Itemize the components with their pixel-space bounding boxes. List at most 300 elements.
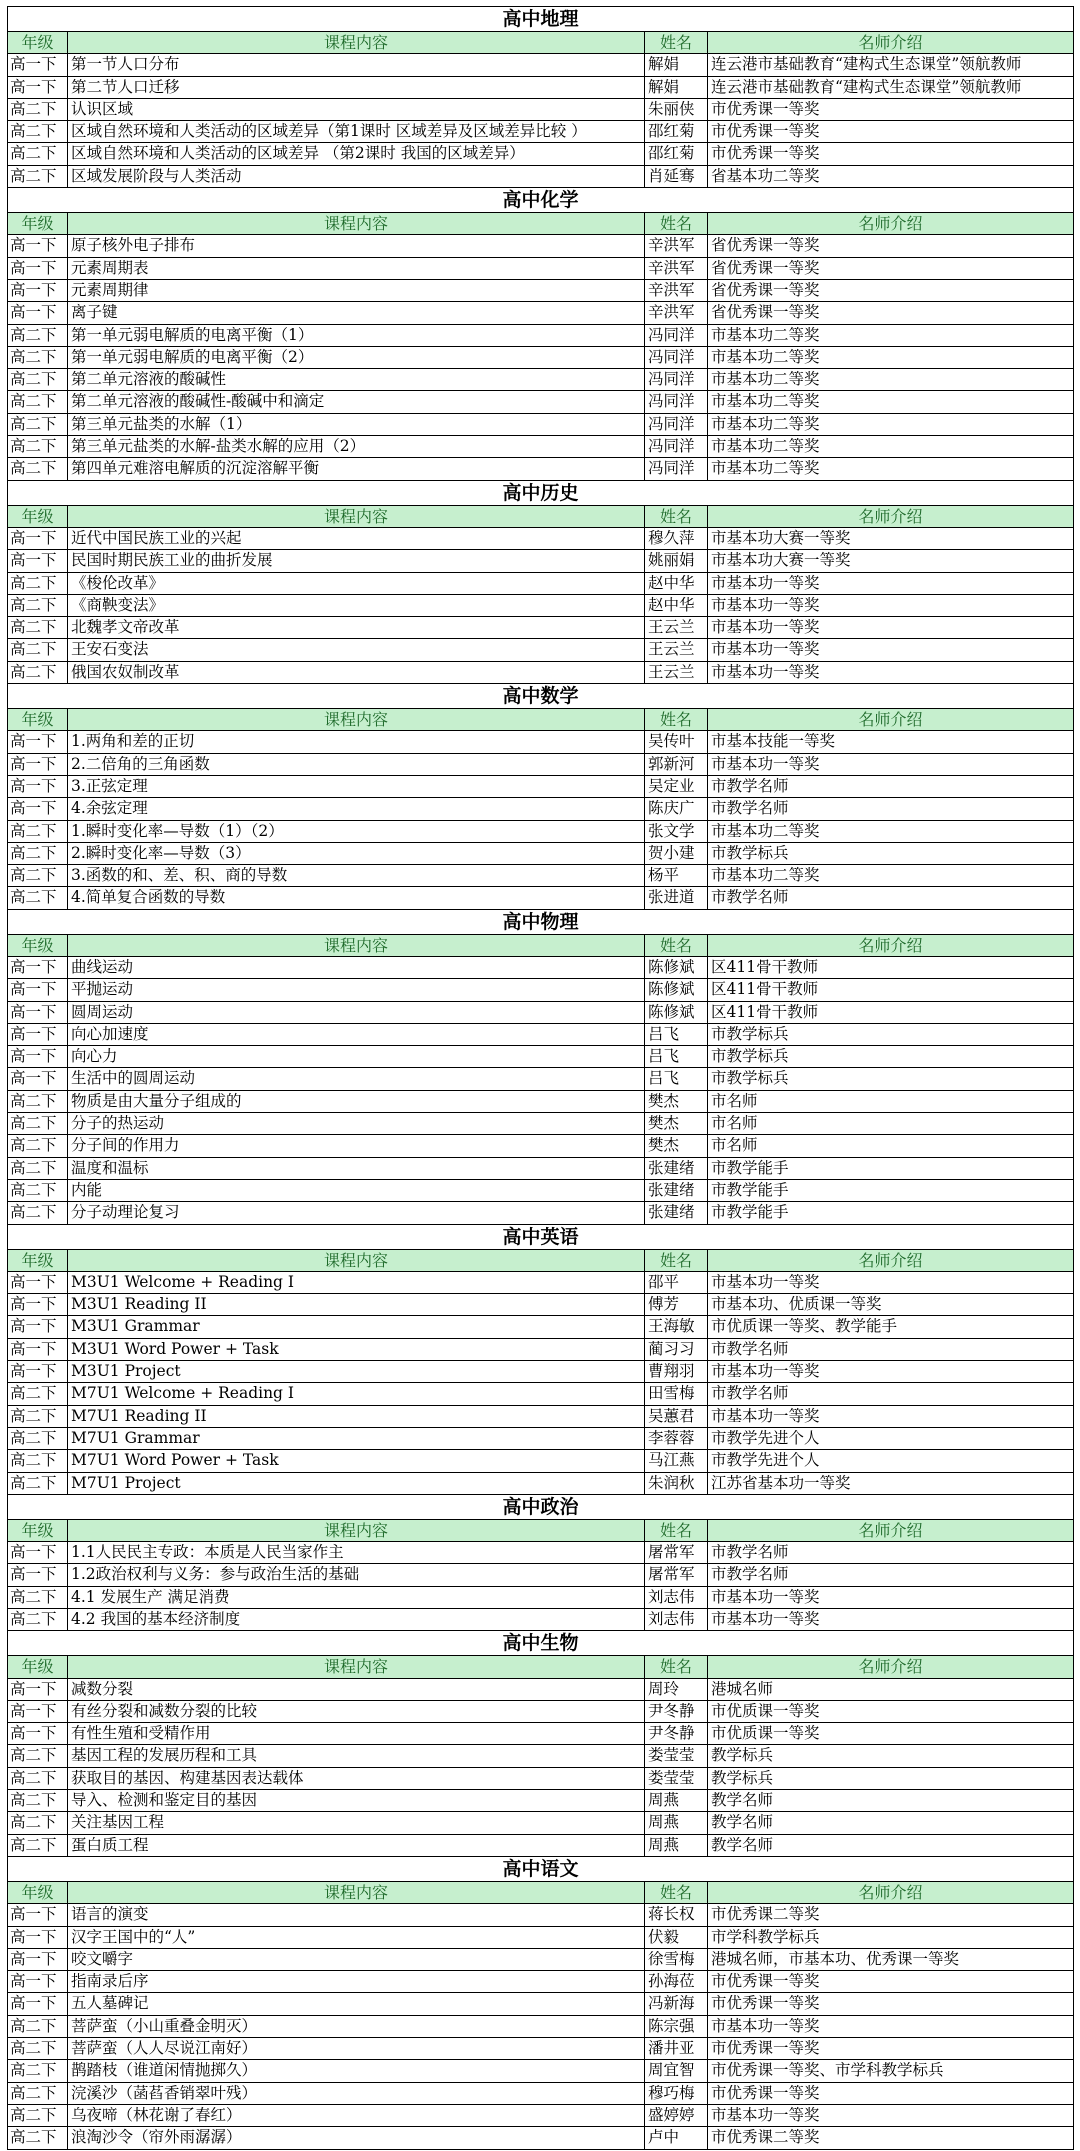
- table-row: [8, 1812, 1074, 1834]
- teacher-name-cell: 冯同洋: [645, 414, 708, 436]
- teacher-intro-cell: 市名师: [708, 1091, 1074, 1113]
- teacher-name-cell: 辛洪军: [645, 280, 708, 302]
- course-cell: 基因工程的发展历程和工具: [68, 1745, 645, 1767]
- teacher-intro-cell: 连云港市基础教育“建构式生态课堂”领航教师: [708, 77, 1074, 99]
- course-cell: 近代中国民族工业的兴起: [68, 528, 645, 550]
- table-row: [8, 99, 1074, 121]
- grade-cell: 高二下: [8, 1158, 68, 1180]
- course-cell: 北魏孝文帝改革: [68, 617, 645, 639]
- teacher-name-cell: 曹翔羽: [645, 1361, 708, 1383]
- course-cell: 向心力: [68, 1046, 645, 1068]
- grade-cell: 高二下: [8, 391, 68, 413]
- teacher-name-cell: 娄莹莹: [645, 1768, 708, 1790]
- table-row: [8, 1406, 1074, 1428]
- teacher-name-cell: 陈宗强: [645, 2016, 708, 2038]
- header-grade: 年级: [8, 213, 68, 235]
- grade-cell: 高一下: [8, 776, 68, 798]
- table-row: [8, 1428, 1074, 1450]
- course-cell: 咬文嚼字: [68, 1949, 645, 1971]
- teacher-intro-cell: 市基本功大赛一等奖: [708, 528, 1074, 550]
- teacher-intro-cell: 市基本功一等奖: [708, 1272, 1074, 1294]
- teacher-name-cell: 吴蕙君: [645, 1406, 708, 1428]
- grade-cell: 高二下: [8, 2083, 68, 2105]
- teacher-intro-cell: 教学名师: [708, 1790, 1074, 1812]
- course-cell: M3U1 Grammar: [68, 1316, 645, 1338]
- teacher-name-cell: 陈修斌: [645, 979, 708, 1001]
- teacher-name-cell: 吕飞: [645, 1046, 708, 1068]
- course-cell: 分子的热运动: [68, 1113, 645, 1135]
- grade-cell: 高一下: [8, 754, 68, 776]
- teacher-intro-cell: 市教学名师: [708, 1339, 1074, 1361]
- table-row: [8, 639, 1074, 661]
- grade-cell: 高二下: [8, 436, 68, 458]
- header-name: 姓名: [645, 1250, 708, 1272]
- teacher-name-cell: 冯同洋: [645, 325, 708, 347]
- course-cell: 减数分裂: [68, 1679, 645, 1701]
- table-row: [8, 1790, 1074, 1812]
- header-row: [8, 1882, 1074, 1904]
- table-row: [8, 2060, 1074, 2082]
- teacher-intro-cell: 市优秀课一等奖: [708, 121, 1074, 143]
- header-intro: 名师介绍: [708, 935, 1074, 957]
- grade-cell: 高二下: [8, 639, 68, 661]
- course-cell: 物质是由大量分子组成的: [68, 1091, 645, 1113]
- course-cell: 1.两角和差的正切: [68, 731, 645, 753]
- section-title: 高中化学: [8, 188, 1074, 213]
- teacher-name-cell: 张进道: [645, 887, 708, 909]
- course-cell: 区域自然环境和人类活动的区域差异 （第2课时 我国的区域差异）: [68, 143, 645, 165]
- teacher-name-cell: 王云兰: [645, 662, 708, 684]
- course-cell: M3U1 Reading II: [68, 1294, 645, 1316]
- table-row: [8, 957, 1074, 979]
- course-cell: 获取目的基因、构建基因表达载体: [68, 1768, 645, 1790]
- table-row: [8, 1609, 1074, 1631]
- teacher-intro-cell: 市基本功二等奖: [708, 821, 1074, 843]
- teacher-name-cell: 吴定业: [645, 776, 708, 798]
- table-row: [8, 1158, 1074, 1180]
- teacher-name-cell: 周燕: [645, 1790, 708, 1812]
- teacher-name-cell: 周燕: [645, 1835, 708, 1857]
- course-cell: 浪淘沙令（帘外雨潺潺）: [68, 2127, 645, 2149]
- teacher-intro-cell: 教学名师: [708, 1835, 1074, 1857]
- grade-cell: 高二下: [8, 2038, 68, 2060]
- grade-cell: 高二下: [8, 1835, 68, 1857]
- teacher-name-cell: 徐雪梅: [645, 1949, 708, 1971]
- table-row: [8, 143, 1074, 165]
- table-row: [8, 662, 1074, 684]
- teacher-name-cell: 刘志伟: [645, 1609, 708, 1631]
- table-row: [8, 595, 1074, 617]
- grade-cell: 高一下: [8, 528, 68, 550]
- teacher-intro-cell: 市基本功一等奖: [708, 573, 1074, 595]
- course-cell: 分子间的作用力: [68, 1135, 645, 1157]
- grade-cell: 高一下: [8, 1046, 68, 1068]
- course-cell: 第一单元弱电解质的电离平衡（1）: [68, 325, 645, 347]
- header-course: 课程内容: [68, 32, 645, 54]
- subject-section: [8, 1225, 1074, 1495]
- teacher-name-cell: 贺小建: [645, 843, 708, 865]
- teacher-intro-cell: 教学标兵: [708, 1745, 1074, 1767]
- grade-cell: 高一下: [8, 54, 68, 76]
- header-grade: 年级: [8, 32, 68, 54]
- grade-cell: 高二下: [8, 843, 68, 865]
- teacher-name-cell: 朱丽侠: [645, 99, 708, 121]
- grade-cell: 高二下: [8, 617, 68, 639]
- grade-cell: 高一下: [8, 1272, 68, 1294]
- table-row: [8, 391, 1074, 413]
- header-intro: 名师介绍: [708, 32, 1074, 54]
- grade-cell: 高二下: [8, 166, 68, 188]
- grade-cell: 高一下: [8, 1339, 68, 1361]
- course-cell: 区域自然环境和人类活动的区域差异（第1课时 区域差异及区域差异比较 ）: [68, 121, 645, 143]
- grade-cell: 高二下: [8, 1450, 68, 1472]
- grade-cell: 高二下: [8, 662, 68, 684]
- grade-cell: 高二下: [8, 369, 68, 391]
- course-cell: 有丝分裂和减数分裂的比较: [68, 1701, 645, 1723]
- table-row: [8, 1113, 1074, 1135]
- grade-cell: 高一下: [8, 550, 68, 572]
- teacher-name-cell: 樊杰: [645, 1113, 708, 1135]
- teacher-name-cell: 王云兰: [645, 617, 708, 639]
- table-row: [8, 821, 1074, 843]
- table-row: [8, 979, 1074, 1001]
- course-cell: 平抛运动: [68, 979, 645, 1001]
- course-cell: M7U1 Reading II: [68, 1406, 645, 1428]
- grade-cell: 高二下: [8, 1091, 68, 1113]
- course-cell: 王安石变法: [68, 639, 645, 661]
- course-cell: 关注基因工程: [68, 1812, 645, 1834]
- section-title: 高中语文: [8, 1857, 1074, 1882]
- grade-cell: 高二下: [8, 2016, 68, 2038]
- teacher-name-cell: 张建绪: [645, 1180, 708, 1202]
- table-row: [8, 887, 1074, 909]
- course-cell: 第一节人口分布: [68, 54, 645, 76]
- teacher-intro-cell: 市教学标兵: [708, 1046, 1074, 1068]
- teacher-name-cell: 解娟: [645, 77, 708, 99]
- teacher-intro-cell: 市优秀课一等奖: [708, 2083, 1074, 2105]
- table-row: [8, 166, 1074, 188]
- teacher-intro-cell: 江苏省基本功一等奖: [708, 1473, 1074, 1495]
- grade-cell: 高二下: [8, 99, 68, 121]
- header-row: [8, 1656, 1074, 1678]
- table-row: [8, 798, 1074, 820]
- teacher-name-cell: 樊杰: [645, 1135, 708, 1157]
- course-cell: M7U1 Project: [68, 1473, 645, 1495]
- header-grade: 年级: [8, 1250, 68, 1272]
- teacher-intro-cell: 市教学标兵: [708, 1068, 1074, 1090]
- table-row: [8, 325, 1074, 347]
- header-grade: 年级: [8, 1882, 68, 1904]
- teacher-name-cell: 穆巧梅: [645, 2083, 708, 2105]
- teacher-intro-cell: 市基本功二等奖: [708, 325, 1074, 347]
- teacher-intro-cell: 市基本功二等奖: [708, 458, 1074, 480]
- subject-section: [8, 684, 1074, 910]
- teacher-intro-cell: 市优秀课一等奖: [708, 99, 1074, 121]
- teacher-intro-cell: 市优质课一等奖、教学能手: [708, 1316, 1074, 1338]
- teacher-intro-cell: 市优秀课二等奖: [708, 1904, 1074, 1926]
- course-cell: 分子动理论复习: [68, 1202, 645, 1224]
- subject-section: [8, 910, 1074, 1225]
- course-cell: 3.正弦定理: [68, 776, 645, 798]
- teacher-name-cell: 屠常军: [645, 1564, 708, 1586]
- course-cell: 2.二倍角的三角函数: [68, 754, 645, 776]
- teacher-name-cell: 陈庆广: [645, 798, 708, 820]
- teacher-intro-cell: 连云港市基础教育“建构式生态课堂”领航教师: [708, 54, 1074, 76]
- table-row: [8, 436, 1074, 458]
- teacher-intro-cell: 市优秀课一等奖: [708, 1993, 1074, 2015]
- course-cell: 蛋白质工程: [68, 1835, 645, 1857]
- course-cell: M3U1 Project: [68, 1361, 645, 1383]
- grade-cell: 高二下: [8, 2060, 68, 2082]
- subject-section: [8, 1857, 1074, 2150]
- teacher-name-cell: 邵红菊: [645, 143, 708, 165]
- teacher-name-cell: 郭新河: [645, 754, 708, 776]
- teacher-intro-cell: 市优秀课一等奖: [708, 143, 1074, 165]
- teacher-intro-cell: 市教学能手: [708, 1158, 1074, 1180]
- header-course: 课程内容: [68, 935, 645, 957]
- subject-section: [8, 1495, 1074, 1631]
- teacher-intro-cell: 市基本功一等奖: [708, 639, 1074, 661]
- grade-cell: 高一下: [8, 1361, 68, 1383]
- teacher-intro-cell: 市基本功一等奖: [708, 2016, 1074, 2038]
- table-row: [8, 1091, 1074, 1113]
- grade-cell: 高二下: [8, 865, 68, 887]
- course-cell: 1.2政治权利与义务：参与政治生活的基础: [68, 1564, 645, 1586]
- teacher-intro-cell: 市基本功二等奖: [708, 391, 1074, 413]
- course-cell: 第四单元难溶电解质的沉淀溶解平衡: [68, 458, 645, 480]
- table-row: [8, 1679, 1074, 1701]
- header-name: 姓名: [645, 1520, 708, 1542]
- grade-cell: 高二下: [8, 414, 68, 436]
- table-row: [8, 1835, 1074, 1857]
- teacher-name-cell: 周燕: [645, 1812, 708, 1834]
- teacher-intro-cell: 市基本功一等奖: [708, 617, 1074, 639]
- course-cell: 3.函数的和、差、积、商的导数: [68, 865, 645, 887]
- teacher-intro-cell: 教学标兵: [708, 1768, 1074, 1790]
- grade-cell: 高一下: [8, 731, 68, 753]
- table-row: [8, 528, 1074, 550]
- grade-cell: 高一下: [8, 957, 68, 979]
- grade-cell: 高二下: [8, 121, 68, 143]
- header-course: 课程内容: [68, 506, 645, 528]
- teacher-name-cell: 吕飞: [645, 1024, 708, 1046]
- teacher-name-cell: 王云兰: [645, 639, 708, 661]
- teacher-name-cell: 樊杰: [645, 1091, 708, 1113]
- teacher-intro-cell: 市优质课一等奖: [708, 1701, 1074, 1723]
- table-row: [8, 2016, 1074, 2038]
- course-cell: 内能: [68, 1180, 645, 1202]
- table-row: [8, 1971, 1074, 1993]
- header-course: 课程内容: [68, 1520, 645, 1542]
- teacher-name-cell: 孙海莅: [645, 1971, 708, 1993]
- course-cell: M3U1 Welcome + Reading I: [68, 1272, 645, 1294]
- grade-cell: 高一下: [8, 1024, 68, 1046]
- grade-cell: 高二下: [8, 1406, 68, 1428]
- grade-cell: 高一下: [8, 798, 68, 820]
- teacher-name-cell: 邵红菊: [645, 121, 708, 143]
- course-cell: 离子键: [68, 302, 645, 324]
- teacher-intro-cell: 市基本功一等奖: [708, 1406, 1074, 1428]
- subject-section: [8, 481, 1074, 684]
- header-intro: 名师介绍: [708, 709, 1074, 731]
- course-cell: 导入、检测和鉴定目的基因: [68, 1790, 645, 1812]
- course-cell: 4.简单复合函数的导数: [68, 887, 645, 909]
- teacher-name-cell: 姚丽娟: [645, 550, 708, 572]
- header-row: [8, 1250, 1074, 1272]
- header-course: 课程内容: [68, 1882, 645, 1904]
- teacher-intro-cell: 市基本功一等奖: [708, 662, 1074, 684]
- course-cell: 浣溪沙（菡萏香销翠叶残）: [68, 2083, 645, 2105]
- teacher-intro-cell: 市基本功一等奖: [708, 2105, 1074, 2127]
- course-cell: 指南录后序: [68, 1971, 645, 1993]
- teacher-name-cell: 张建绪: [645, 1158, 708, 1180]
- course-cell: M7U1 Welcome + Reading I: [68, 1383, 645, 1405]
- teacher-intro-cell: 市优秀课一等奖: [708, 1971, 1074, 1993]
- header-course: 课程内容: [68, 709, 645, 731]
- header-name: 姓名: [645, 709, 708, 731]
- teacher-name-cell: 卢中: [645, 2127, 708, 2149]
- teacher-intro-cell: 省优秀课一等奖: [708, 280, 1074, 302]
- grade-cell: 高二下: [8, 1202, 68, 1224]
- table-row: [8, 865, 1074, 887]
- teacher-name-cell: 盛婷婷: [645, 2105, 708, 2127]
- table-row: [8, 1927, 1074, 1949]
- header-row: [8, 213, 1074, 235]
- teacher-intro-cell: 市教学先进个人: [708, 1428, 1074, 1450]
- course-cell: 原子核外电子排布: [68, 235, 645, 257]
- grade-cell: 高二下: [8, 325, 68, 347]
- header-intro: 名师介绍: [708, 1882, 1074, 1904]
- header-grade: 年级: [8, 935, 68, 957]
- grade-cell: 高二下: [8, 1135, 68, 1157]
- grade-cell: 高二下: [8, 1790, 68, 1812]
- course-cell: 4.2 我国的基本经济制度: [68, 1609, 645, 1631]
- teacher-name-cell: 冯新海: [645, 1993, 708, 2015]
- table-row: [8, 1024, 1074, 1046]
- grade-cell: 高二下: [8, 2105, 68, 2127]
- table-row: [8, 1002, 1074, 1024]
- teacher-intro-cell: 市基本功一等奖: [708, 1361, 1074, 1383]
- course-cell: 菩萨蛮（小山重叠金明灭）: [68, 2016, 645, 2038]
- teacher-name-cell: 穆久萍: [645, 528, 708, 550]
- table-row: [8, 77, 1074, 99]
- teacher-name-cell: 冯同洋: [645, 436, 708, 458]
- section-title: 高中英语: [8, 1225, 1074, 1250]
- course-cell: 《梭伦改革》: [68, 573, 645, 595]
- header-intro: 名师介绍: [708, 1520, 1074, 1542]
- header-name: 姓名: [645, 935, 708, 957]
- grade-cell: 高一下: [8, 235, 68, 257]
- section-title: 高中历史: [8, 481, 1074, 506]
- course-cell: 第三单元盐类的水解-盐类水解的应用（2）: [68, 436, 645, 458]
- teacher-intro-cell: 省基本功二等奖: [708, 166, 1074, 188]
- table-row: [8, 458, 1074, 480]
- teacher-intro-cell: 市基本功、优质课一等奖: [708, 1294, 1074, 1316]
- grade-cell: 高二下: [8, 1745, 68, 1767]
- table-row: [8, 369, 1074, 391]
- table-row: [8, 1316, 1074, 1338]
- table-row: [8, 1294, 1074, 1316]
- course-cell: 第三单元盐类的水解（1）: [68, 414, 645, 436]
- table-row: [8, 1473, 1074, 1495]
- teacher-name-cell: 李蓉蓉: [645, 1428, 708, 1450]
- teacher-name-cell: 潘井亚: [645, 2038, 708, 2060]
- teacher-intro-cell: 市优秀课一等奖: [708, 2038, 1074, 2060]
- grade-cell: 高一下: [8, 1949, 68, 1971]
- teacher-intro-cell: 市基本功大赛一等奖: [708, 550, 1074, 572]
- table-row: [8, 280, 1074, 302]
- course-cell: 第一单元弱电解质的电离平衡（2）: [68, 347, 645, 369]
- grade-cell: 高一下: [8, 1542, 68, 1564]
- table-row: [8, 1542, 1074, 1564]
- table-row: [8, 1993, 1074, 2015]
- course-cell: 第二单元溶液的酸碱性: [68, 369, 645, 391]
- teacher-name-cell: 解娟: [645, 54, 708, 76]
- table-row: [8, 1361, 1074, 1383]
- table-row: [8, 731, 1074, 753]
- header-grade: 年级: [8, 709, 68, 731]
- header-row: [8, 506, 1074, 528]
- grade-cell: 高一下: [8, 1679, 68, 1701]
- teacher-intro-cell: 教学名师: [708, 1812, 1074, 1834]
- teacher-intro-cell: 市基本功一等奖: [708, 754, 1074, 776]
- grade-cell: 高二下: [8, 1587, 68, 1609]
- teacher-name-cell: 周宜智: [645, 2060, 708, 2082]
- subject-section: [8, 1631, 1074, 1857]
- teacher-name-cell: 蔺习习: [645, 1339, 708, 1361]
- table-row: [8, 1046, 1074, 1068]
- teacher-name-cell: 冯同洋: [645, 391, 708, 413]
- header-intro: 名师介绍: [708, 1250, 1074, 1272]
- table-row: [8, 1383, 1074, 1405]
- grade-cell: 高二下: [8, 1428, 68, 1450]
- grade-cell: 高二下: [8, 1383, 68, 1405]
- teacher-intro-cell: 市教学标兵: [708, 843, 1074, 865]
- teacher-intro-cell: 市基本功一等奖: [708, 1587, 1074, 1609]
- grade-cell: 高二下: [8, 347, 68, 369]
- grade-cell: 高一下: [8, 302, 68, 324]
- teacher-intro-cell: 市优秀课二等奖: [708, 2127, 1074, 2149]
- table-row: [8, 1272, 1074, 1294]
- table-row: [8, 754, 1074, 776]
- teacher-name-cell: 赵中华: [645, 595, 708, 617]
- teacher-intro-cell: 市教学名师: [708, 1564, 1074, 1586]
- course-cell: 鹊踏枝（谁道闲情抛掷久）: [68, 2060, 645, 2082]
- teacher-name-cell: 陈修斌: [645, 1002, 708, 1024]
- teacher-intro-cell: 市教学名师: [708, 798, 1074, 820]
- header-grade: 年级: [8, 1656, 68, 1678]
- teacher-intro-cell: 市基本功二等奖: [708, 414, 1074, 436]
- course-cell: M7U1 Grammar: [68, 1428, 645, 1450]
- table-row: [8, 1180, 1074, 1202]
- teacher-name-cell: 张建绪: [645, 1202, 708, 1224]
- grade-cell: 高一下: [8, 1294, 68, 1316]
- teacher-name-cell: 冯同洋: [645, 347, 708, 369]
- teacher-intro-cell: 省优秀课一等奖: [708, 258, 1074, 280]
- course-cell: 语言的演变: [68, 1904, 645, 1926]
- teacher-intro-cell: 市教学名师: [708, 887, 1074, 909]
- teacher-name-cell: 刘志伟: [645, 1587, 708, 1609]
- table-row: [8, 121, 1074, 143]
- table-row: [8, 1723, 1074, 1745]
- grade-cell: 高一下: [8, 1701, 68, 1723]
- table-row: [8, 1904, 1074, 1926]
- teacher-intro-cell: 市优质课一等奖: [708, 1723, 1074, 1745]
- course-cell: 乌夜啼（林花谢了春红）: [68, 2105, 645, 2127]
- course-cell: 汉字王国中的“人”: [68, 1927, 645, 1949]
- header-name: 姓名: [645, 213, 708, 235]
- table-row: [8, 843, 1074, 865]
